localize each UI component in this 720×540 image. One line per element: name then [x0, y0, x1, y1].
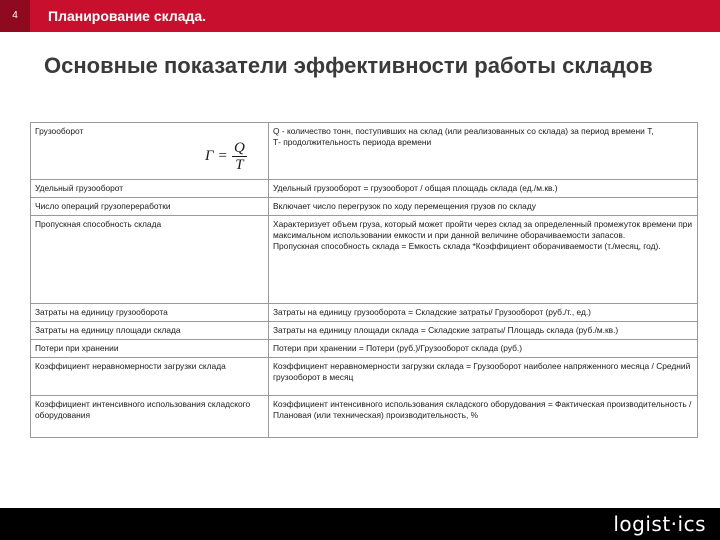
slide-number: 4	[0, 0, 30, 32]
metric-description: Затраты на единицу грузооборота = Складские затраты/ Грузооборот (руб./т., ед.)	[269, 304, 698, 322]
metric-name: Коэффициент неравномерности загрузки склада	[31, 358, 269, 396]
metric-name-cell	[31, 123, 269, 180]
footer-bar	[0, 508, 720, 540]
table-row	[31, 396, 698, 438]
table-row	[31, 198, 698, 216]
formula-lhs: Г	[205, 148, 214, 164]
metric-name: Затраты на единицу грузооборота	[31, 304, 269, 322]
metric-name: Пропускная способность склада	[31, 216, 269, 304]
metric-name: Число операций грузопереработки	[31, 198, 269, 216]
metric-description: Характеризует объем груза, который может пройти через склад за определенный промежуток времени при максимальном использовании емкости и при данной величине оборачиваемости запасов. Пропускная способность склада = Емкость склада *Коэффициент оборачиваемости (т./месяц, год).	[269, 216, 698, 304]
table-row	[31, 123, 698, 180]
metric-name: Затраты на единицу площади склада	[31, 322, 269, 340]
formula-fraction	[232, 140, 247, 173]
table-row	[31, 304, 698, 322]
table-row	[31, 358, 698, 396]
formula-numerator: Q	[234, 140, 245, 156]
metric-name: Грузооборот	[35, 126, 84, 136]
section-title: Планирование склада.	[48, 8, 207, 24]
metrics-table	[30, 122, 698, 438]
metric-description: Включает число перегрузок по ходу перемещения грузов по складу	[269, 198, 698, 216]
metric-description: Затраты на единицу площади склада = Складские затраты/ Площадь склада (руб./м.кв.)	[269, 322, 698, 340]
table-row	[31, 216, 698, 304]
formula-denominator: T	[235, 157, 244, 173]
metric-description: Удельный грузооборот = грузооборот / общая площадь склада (ед./м.кв.)	[269, 180, 698, 198]
table-row	[31, 340, 698, 358]
metric-name: Коэффициент интенсивного использования складского оборудования	[31, 396, 269, 438]
metric-description: Коэффициент неравномерности загрузки склада = Грузооборот наиболее напряженного месяца / Средний грузооборот в месяц	[269, 358, 698, 396]
metric-description: Q - количество тонн, поступивших на склад (или реализованных со склада) за период времени Т, Т- продолжительность периода времени	[269, 123, 698, 180]
table-row	[31, 322, 698, 340]
turnover-formula	[205, 140, 247, 173]
metric-description: Коэффициент интенсивного использования складского оборудования = Фактическая производительность / Плановая (или техническая) производительность, %	[269, 396, 698, 438]
logistics-logo: logist·ics	[613, 512, 706, 536]
metric-name: Потери при хранении	[31, 340, 269, 358]
table-row	[31, 180, 698, 198]
metric-name: Удельный грузооборот	[31, 180, 269, 198]
slide-title: Основные показатели эффективности работы складов	[44, 53, 653, 78]
metric-description: Потери при хранении = Потери (руб.)/Грузооборот склада (руб.)	[269, 340, 698, 358]
header-bar	[0, 0, 720, 32]
formula-equals: =	[218, 148, 228, 164]
